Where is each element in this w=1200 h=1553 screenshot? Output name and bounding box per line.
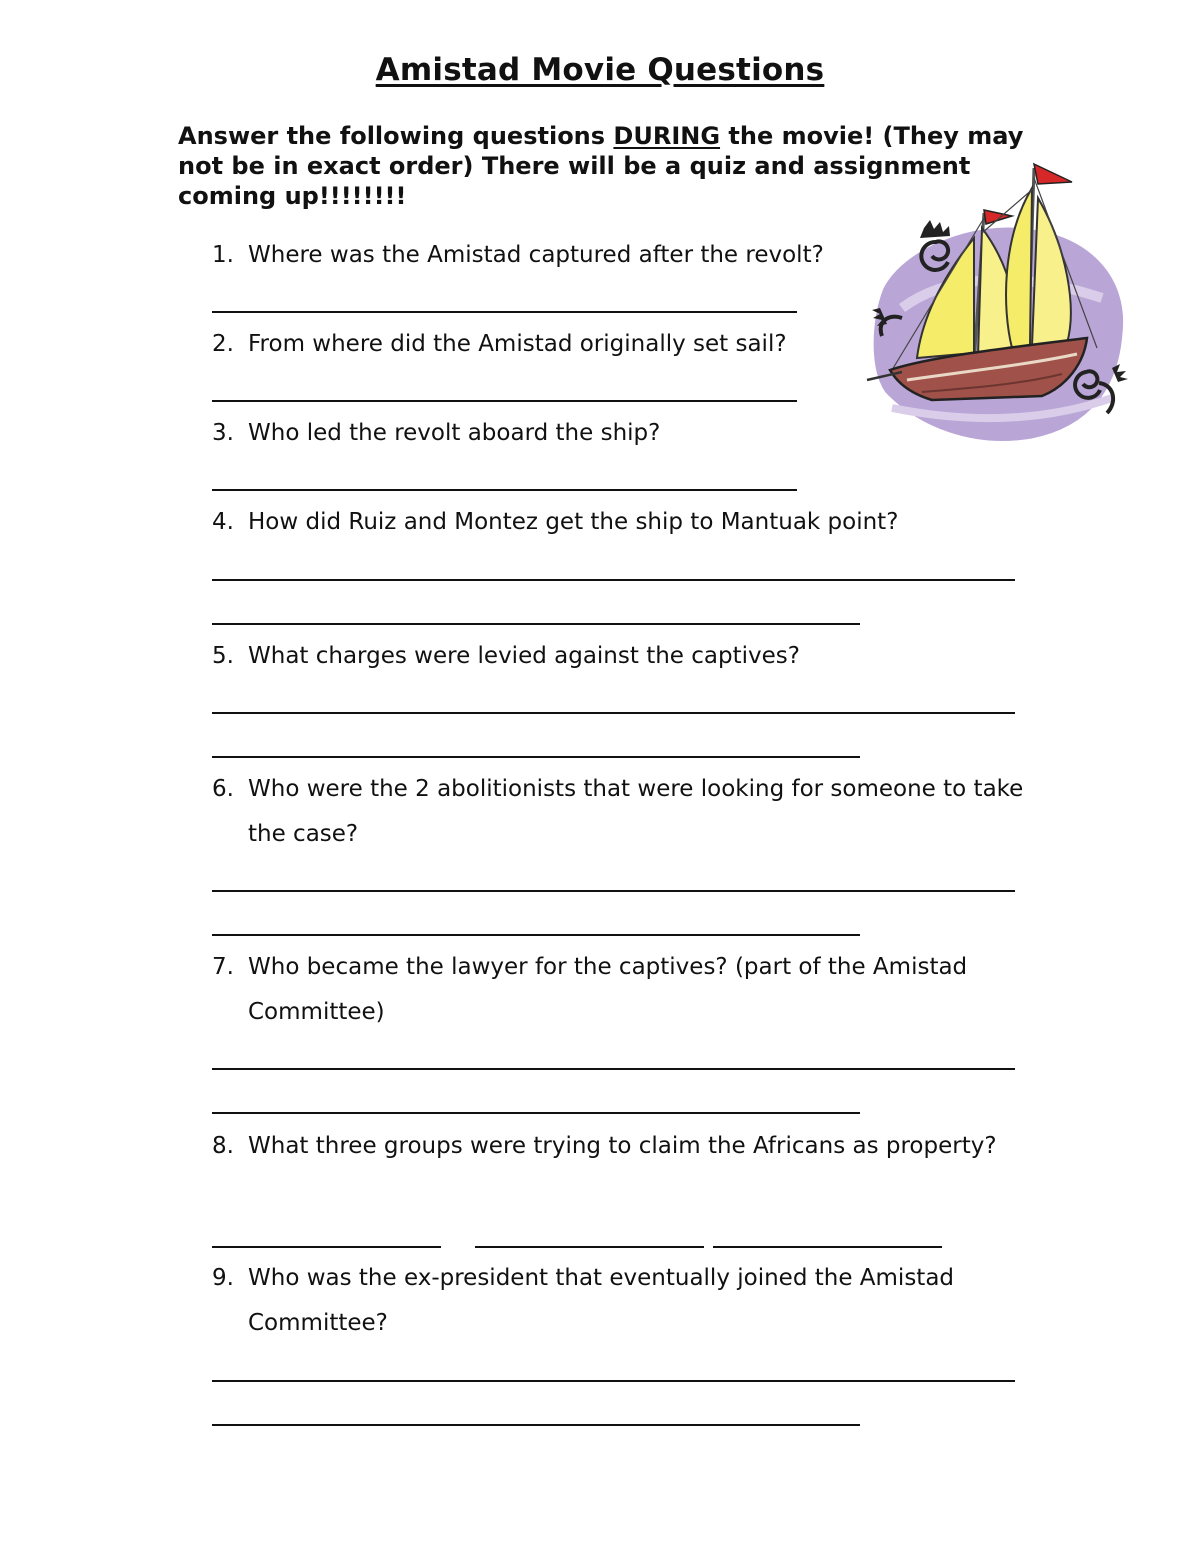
answer-line[interactable]: [212, 400, 797, 402]
question-4: [212, 500, 1032, 545]
question-1: [212, 233, 1032, 278]
question-text: Who led the revolt aboard the ship?: [248, 420, 661, 446]
question-number: 5.: [212, 643, 234, 669]
question-text: Where was the Amistad captured after the revolt?: [248, 242, 824, 268]
answer-line[interactable]: [212, 311, 797, 313]
question-3: [212, 411, 1032, 456]
question-text: What charges were levied against the captives?: [248, 643, 800, 669]
answer-line[interactable]: [212, 712, 1015, 714]
answer-line[interactable]: [212, 1068, 1015, 1070]
answer-line-2[interactable]: [475, 1246, 704, 1248]
question-number: 1.: [212, 242, 234, 268]
question-9: [212, 1256, 1032, 1346]
question-text: Who became the lawyer for the captives? (part of the Amistad Committee): [248, 954, 968, 1025]
question-text: Who was the ex-president that eventually joined the Amistad Committee?: [248, 1265, 955, 1336]
question-number: 7.: [212, 954, 234, 980]
answer-line[interactable]: [212, 934, 860, 936]
answer-line-1[interactable]: [212, 1246, 441, 1248]
sailing-ship-icon: [862, 158, 1132, 448]
answer-line[interactable]: [212, 1380, 1015, 1382]
page-title: Amistad Movie Questions: [375, 52, 825, 88]
question-2: [212, 322, 1032, 367]
question-number: 4.: [212, 509, 234, 535]
answer-line[interactable]: [212, 1112, 860, 1114]
question-text: From where did the Amistad originally set sail?: [248, 331, 787, 357]
answer-line-3[interactable]: [713, 1246, 942, 1248]
question-6: [212, 767, 1032, 857]
question-text: What three groups were trying to claim the Africans as property?: [248, 1133, 997, 1159]
answer-line[interactable]: [212, 489, 797, 491]
answer-line[interactable]: [212, 579, 1015, 581]
flag-left: [984, 210, 1012, 224]
question-8: [212, 1124, 1032, 1169]
question-text: Who were the 2 abolitionists that were looking for someone to take the case?: [248, 776, 1024, 847]
question-number: 6.: [212, 776, 234, 802]
flag-right: [1034, 164, 1072, 184]
answer-line[interactable]: [212, 1424, 860, 1426]
answer-line[interactable]: [212, 756, 860, 758]
question-number: 3.: [212, 420, 234, 446]
question-number: 8.: [212, 1133, 234, 1159]
question-5: [212, 634, 1032, 679]
question-7: [212, 945, 1032, 1035]
answer-line[interactable]: [212, 890, 1015, 892]
question-number: 2.: [212, 331, 234, 357]
instructions-emphasis: DURING: [613, 122, 721, 150]
sail-rear: [1032, 198, 1071, 346]
instructions-after: the movie! (They may not be in exact order) There will be a quiz and assignment coming up!!!!!!!!: [178, 122, 1024, 210]
question-number: 9.: [212, 1265, 234, 1291]
instructions-before: Answer the following questions: [178, 122, 614, 150]
answer-line[interactable]: [212, 623, 860, 625]
question-text: How did Ruiz and Montez get the ship to Mantuak point?: [248, 509, 899, 535]
